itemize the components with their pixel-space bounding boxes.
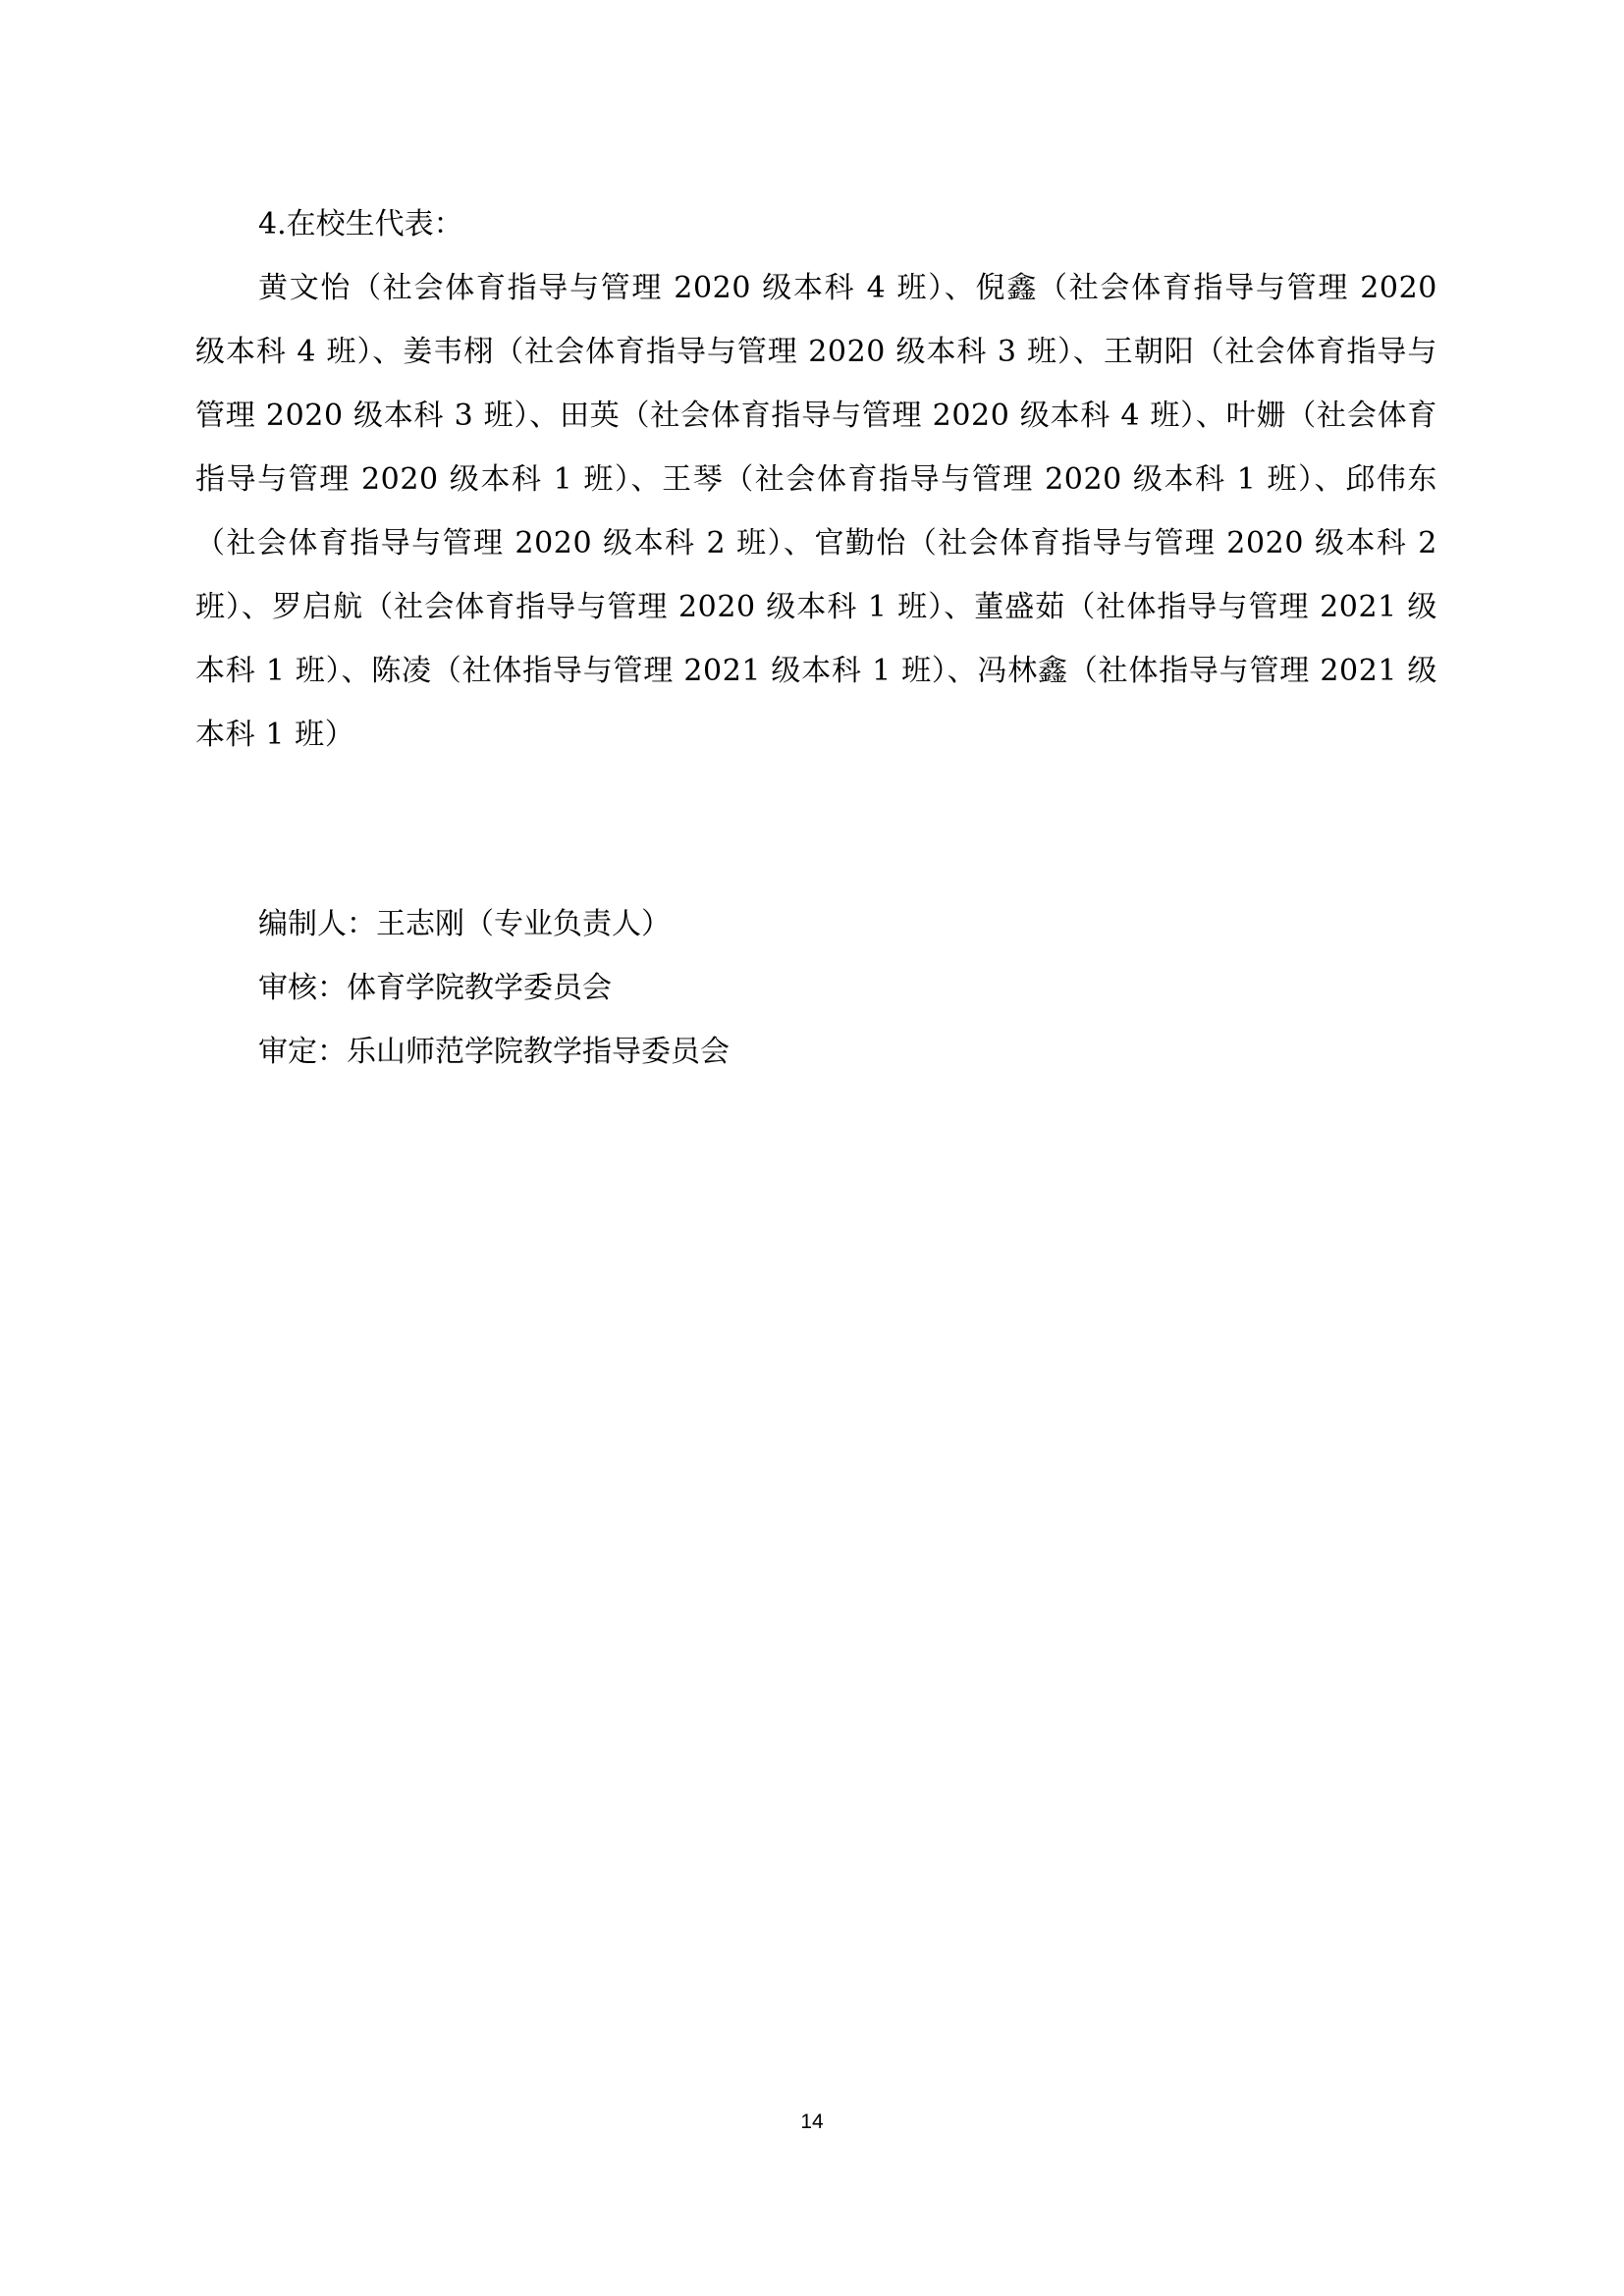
approver-line: 审定：乐山师范学院教学指导委员会 xyxy=(258,1035,730,1069)
compiler-line: 编制人：王志刚（专业负责人） xyxy=(258,907,671,941)
reviewer-line: 审核：体育学院教学委员会 xyxy=(258,971,612,1005)
section-heading: 4.在校生代表： xyxy=(258,207,463,241)
student-representatives-section xyxy=(195,192,1437,767)
signature-block xyxy=(258,892,730,1084)
student-representatives-list: 黄文怡（社会体育指导与管理 2020 级本科 4 班）、倪鑫（社会体育指导与管理 2020 级本科 4 班）、姜韦栩（社会体育指导与管理 2020 级本科 3 班）、王朝阳（社会体育指导与管理 2020 级本科 3 班）、田英（社会体育指导与管理 2020 级本科 4 班）、叶姗（社会体育指导与管理 2020 级本科 1 班）、王琴（社会体育指导与管理 2020 级本科 1 班）、邱伟东（社会体育指导与管理 2020 级本科 2 班）、官勤怡（社会体育指导与管理 2020 级本科 2 班）、罗启航（社会体育指导与管理 2020 级本科 1 班）、董盛茹（社体指导与管理 2021 级本科 1 班）、陈凌（社体指导与管理 2021 级本科 1 班）、冯林鑫（社体指导与管理 2021 级本科 1 班） xyxy=(195,271,1437,752)
page-number: 14 xyxy=(800,2110,824,2133)
